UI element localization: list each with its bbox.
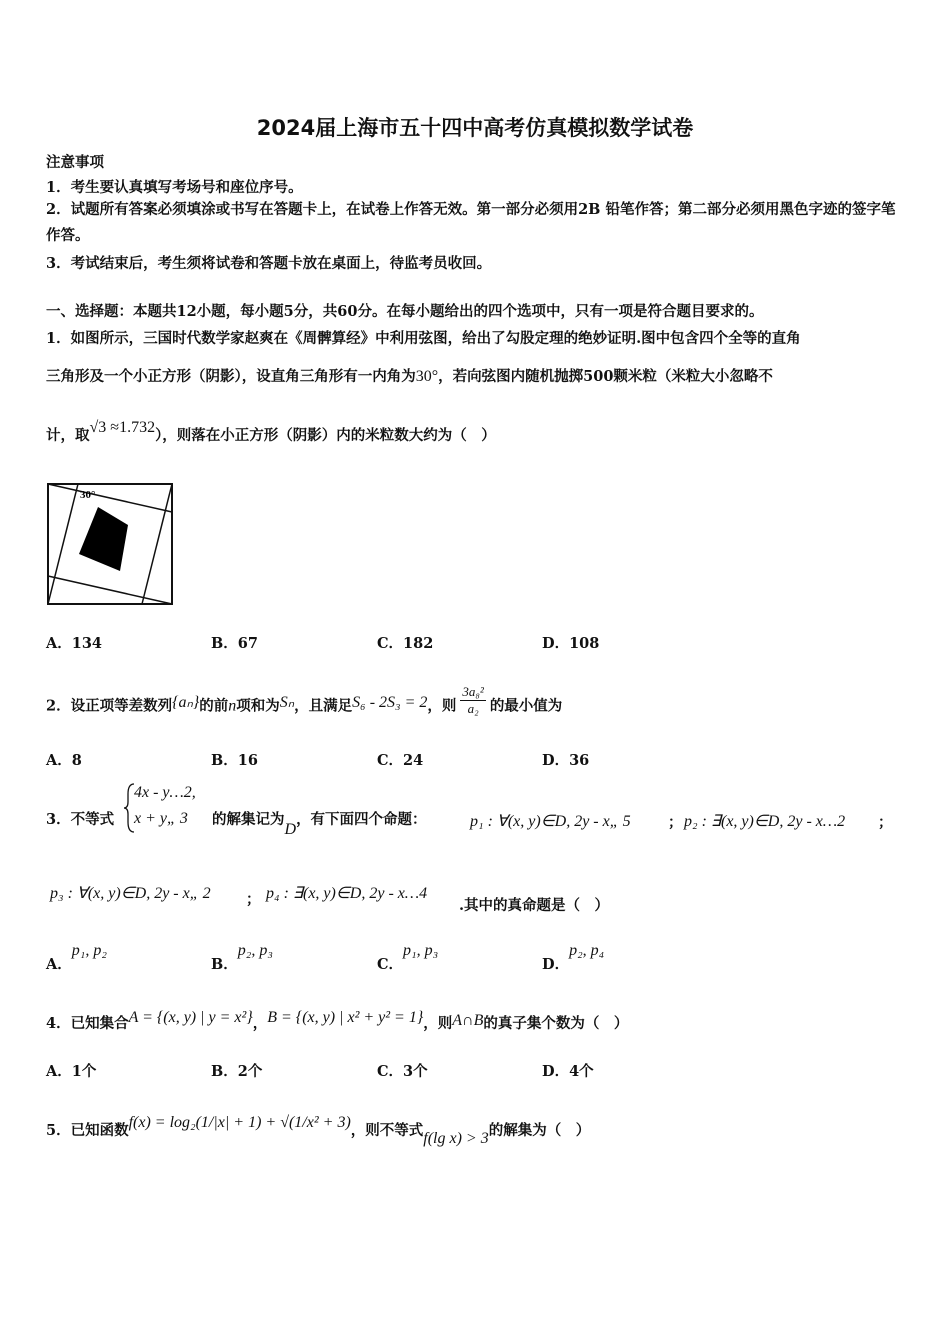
q4-set-a: A = {(x, y) | y = x²} (128, 1009, 253, 1026)
q1-option-b[interactable]: B．67 (211, 635, 258, 652)
q2-frac-den: a₂ (467, 701, 479, 716)
q4-intersection: A∩B (452, 1012, 484, 1029)
figure-line-bottom (48, 576, 172, 604)
q2-d: ，且满足 (294, 697, 353, 715)
q3-option-d-label: D． (542, 956, 570, 973)
q4-line (46, 1009, 629, 1033)
q5-a: 5．已知函数 (46, 1122, 129, 1139)
q2-sn: Sₙ (279, 693, 295, 711)
q2-option-c[interactable]: C．24 (377, 752, 424, 769)
q3-b-line (212, 808, 427, 838)
q5-function: f(x) = log₂(1/|x| + 1) + √(1/x² + 3) (128, 1114, 351, 1131)
figure-line-left (48, 484, 78, 604)
q2-e: ，则 (427, 697, 457, 715)
q1-line3b: ），则落在小正方形（阴影）内的米粒数大约为（ ） (155, 427, 496, 444)
q4-option-c[interactable]: C．3个 (377, 1063, 428, 1080)
q4-option-b[interactable]: B．2个 (211, 1063, 263, 1080)
q3-d: .其中的真命题是（ ） (459, 897, 610, 914)
shaded-square (79, 507, 128, 571)
figure-line-top (48, 484, 172, 512)
q2-cond: S₆ - 2S₃ = 2 (352, 693, 428, 711)
q2-line (46, 684, 563, 723)
q3-option-b-label: B． (211, 956, 238, 973)
q2-a: 2．设正项等差数列 (46, 697, 173, 715)
q3-option-a-value: p₁, p₂ (71, 942, 107, 959)
q2-option-a[interactable]: A．8 (46, 752, 82, 769)
q5-line (46, 1114, 591, 1147)
q3-p4: p₄ : ∃(x, y)∈D, 2y - x…4 (266, 885, 428, 902)
notice-item-3: 3．考试结束后，考生须将试卷和答题卡放在桌面上，待监考员收回。 (46, 255, 492, 272)
q2-seq: {aₙ} (172, 693, 200, 711)
q3-option-a-label: A． (46, 956, 72, 973)
q3-brace-path (124, 784, 134, 832)
pythagoras-figure (46, 482, 174, 606)
q3-b: 的解集记为 (212, 811, 285, 828)
q1-line1: 1．如图所示，三国时代数学家赵爽在《周髀算经》中利用弦图，给出了勾股定理的绝妙证明.图中包含四个全等的直角 (46, 330, 801, 347)
q3-sys2: x + y„ 3 (134, 810, 188, 827)
q3-option-c-label: C． (377, 956, 404, 973)
q1-line2b: ，若向弦图内随机抛掷500颗米粒（米粒大小忽略不 (438, 368, 773, 385)
q1-line3 (46, 419, 496, 445)
q3-p1: p₁ : ∀(x, y)∈D, 2y - x„ 5 (470, 813, 631, 830)
q3-p3: p₃ : ∀(x, y)∈D, 2y - x„ 2 (50, 885, 211, 902)
q3-sep-2: ； (878, 814, 893, 831)
figure-angle-label: 30° (80, 489, 96, 501)
q3-option-b-value: p₂, p₃ (237, 942, 273, 959)
q5-c: 的解集为（ ） (488, 1122, 591, 1139)
q4-set-b: B = {(x, y) | x² + y² = 1} (267, 1009, 424, 1026)
q3-a: 3．不等式 (46, 811, 115, 828)
q3-p2: p₂ : ∃(x, y)∈D, 2y - x…2 (684, 813, 846, 830)
q1-line2a: 三角形及一个小正方形（阴影），设直角三角形有一内角为 (46, 368, 416, 385)
q3-sep-3: ； (246, 891, 261, 908)
q3-option-d-value: p₂, p₄ (569, 942, 605, 959)
q2-frac-num: 3a₈² (462, 684, 484, 699)
q1-angle: 30° (415, 368, 439, 385)
q4-b: ， (252, 1015, 268, 1032)
q3-sys1: 4x - y…2, (134, 784, 196, 801)
q2-fraction (460, 684, 485, 717)
q3-c: ，有下面四个命题： (296, 811, 427, 828)
q1-approx: √3 ≈1.732 (89, 419, 156, 436)
q5-inequality: f(lg x) > 3 (423, 1130, 489, 1147)
q3-option-b[interactable] (211, 942, 273, 974)
q2-f: 的最小值为 (489, 697, 563, 715)
figure-line-right (142, 484, 172, 604)
q1-line2 (46, 365, 773, 386)
q1-option-c[interactable]: C．182 (377, 635, 434, 652)
q4-d: 的真子集个数为（ ） (483, 1015, 629, 1032)
q3-D: D (284, 821, 297, 838)
q4-c: ，则 (423, 1015, 453, 1032)
page-title: 2024届上海市五十四中高考仿真模拟数学试卷 (256, 116, 694, 140)
q2-b: 的前 (199, 697, 229, 715)
notice-heading: 注意事项 (46, 154, 104, 171)
q4-a: 4．已知集合 (46, 1015, 129, 1032)
q1-option-d[interactable]: D．108 (542, 635, 600, 652)
q2-option-b[interactable]: B．16 (211, 752, 258, 769)
q3-sep-1: ； (668, 814, 683, 831)
q1-line3a: 计，取 (46, 427, 90, 444)
q3-option-c-value: p₁, p₃ (403, 942, 439, 959)
q5-b: ，则不等式 (350, 1122, 424, 1139)
q4-option-d[interactable]: D．4个 (542, 1063, 594, 1080)
q3-option-d[interactable] (542, 942, 605, 974)
q3-option-c[interactable] (377, 942, 439, 974)
section-heading: 一、选择题：本题共12小题，每小题5分，共60分。在每小题给出的四个选项中，只有一项是符合题目要求的。 (46, 303, 764, 320)
q1-option-a[interactable]: A．134 (46, 635, 103, 652)
q3-option-a[interactable] (46, 942, 107, 974)
notice-item-1: 1．考生要认真填写考场号和座位序号。 (46, 179, 303, 196)
q2-c: 项和为 (236, 697, 280, 715)
q2-option-d[interactable]: D．36 (542, 752, 590, 769)
q4-option-a[interactable]: A．1个 (46, 1063, 97, 1080)
q2-n: n (228, 697, 237, 715)
notice-item-2: 2．试题所有答案必须填涂或书写在答题卡上，在试卷上作答无效。第一部分必须用2B 铅笔作答；第二部分必须用黑色字迹的签字笔作答。 (46, 201, 896, 244)
